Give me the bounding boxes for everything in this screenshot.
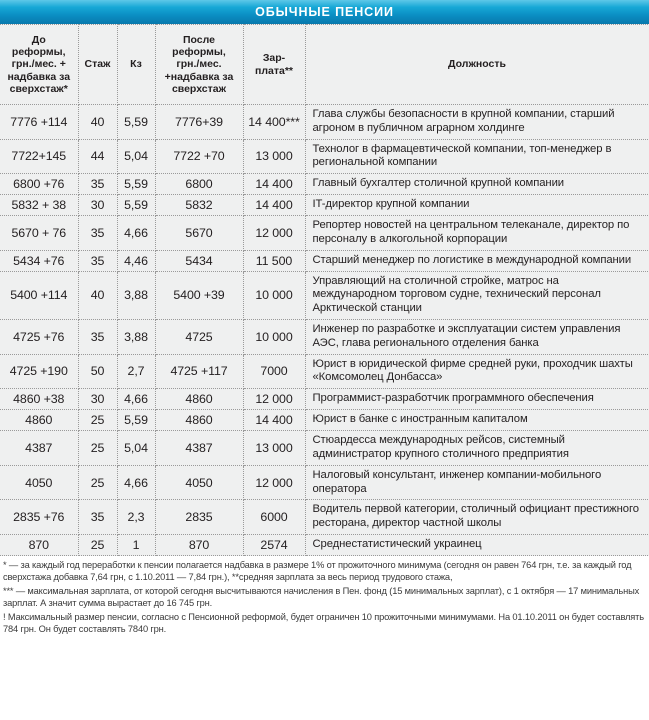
- cell-position: Налоговый консультант, инженер компании-мобильного оператора: [305, 465, 649, 500]
- cell-kz: 5,04: [117, 431, 155, 466]
- table-body: [0, 105, 649, 556]
- table-row: [0, 320, 649, 355]
- table-row: [0, 271, 649, 319]
- cell-before-reform: 4860: [0, 410, 78, 431]
- cell-stazh: 30: [78, 389, 117, 410]
- cell-before-reform: 4860 +38: [0, 389, 78, 410]
- cell-kz: 5,59: [117, 195, 155, 216]
- cell-salary: 13 000: [243, 431, 305, 466]
- cell-before-reform: 4725 +190: [0, 354, 78, 389]
- table-header-row: [0, 25, 649, 105]
- cell-stazh: 25: [78, 431, 117, 466]
- cell-stazh: 40: [78, 271, 117, 319]
- table-row: [0, 139, 649, 174]
- table-row: [0, 431, 649, 466]
- cell-after-reform: 4860: [155, 410, 243, 431]
- column-header-stazh: Стаж: [78, 25, 117, 105]
- cell-kz: 3,88: [117, 271, 155, 319]
- cell-kz: 5,04: [117, 139, 155, 174]
- cell-position: Репортер новостей на центральном телеканале, директор по персоналу в алкогольной корпорации: [305, 216, 649, 251]
- cell-stazh: 25: [78, 410, 117, 431]
- table-row: [0, 216, 649, 251]
- cell-before-reform: 5434 +76: [0, 250, 78, 271]
- cell-salary: 12 000: [243, 216, 305, 251]
- cell-kz: 5,59: [117, 174, 155, 195]
- cell-after-reform: 5400 +39: [155, 271, 243, 319]
- table-row: [0, 354, 649, 389]
- cell-stazh: 35: [78, 320, 117, 355]
- cell-kz: 4,66: [117, 216, 155, 251]
- cell-after-reform: 5832: [155, 195, 243, 216]
- cell-before-reform: 7776 +114: [0, 105, 78, 140]
- cell-stazh: 40: [78, 105, 117, 140]
- cell-after-reform: 6800: [155, 174, 243, 195]
- column-header-after-reform: После реформы, грн./мес. +надбавка за сверхстаж: [155, 25, 243, 105]
- cell-position: Водитель первой категории, столичный официант престижного ресторана, директор частной школы: [305, 500, 649, 535]
- cell-position: Юрист в банке с иностранным капиталом: [305, 410, 649, 431]
- cell-stazh: 35: [78, 174, 117, 195]
- cell-stazh: 35: [78, 250, 117, 271]
- cell-before-reform: 2835 +76: [0, 500, 78, 535]
- cell-salary: 14 400: [243, 195, 305, 216]
- cell-before-reform: 4387: [0, 431, 78, 466]
- cell-salary: 13 000: [243, 139, 305, 174]
- cell-salary: 7000: [243, 354, 305, 389]
- cell-position: Технолог в фармацевтической компании, топ-менеджер в региональной компании: [305, 139, 649, 174]
- cell-position: IT-директор крупной компании: [305, 195, 649, 216]
- cell-position: Стюардесса международных рейсов, системный администратор крупного столичного предприятия: [305, 431, 649, 466]
- table-row: [0, 195, 649, 216]
- cell-position: Среднестатистический украинец: [305, 534, 649, 555]
- cell-after-reform: 2835: [155, 500, 243, 535]
- cell-before-reform: 7722+145: [0, 139, 78, 174]
- cell-before-reform: 4725 +76: [0, 320, 78, 355]
- cell-position: Управляющий на столичной стройке, матрос на международном торговом судне, технический персонал Арктической станции: [305, 271, 649, 319]
- cell-after-reform: 7722 +70: [155, 139, 243, 174]
- cell-kz: 4,66: [117, 389, 155, 410]
- cell-after-reform: 4050: [155, 465, 243, 500]
- cell-stazh: 30: [78, 195, 117, 216]
- cell-stazh: 35: [78, 216, 117, 251]
- cell-before-reform: 4050: [0, 465, 78, 500]
- cell-position: Юрист в юридической фирме средней руки, проходчик шахты «Комсомолец Донбасса»: [305, 354, 649, 389]
- cell-salary: 6000: [243, 500, 305, 535]
- footnotes-block: [0, 556, 649, 636]
- cell-after-reform: 4860: [155, 389, 243, 410]
- cell-after-reform: 4387: [155, 431, 243, 466]
- cell-after-reform: 870: [155, 534, 243, 555]
- cell-stazh: 25: [78, 465, 117, 500]
- column-header-position: Должность: [305, 25, 649, 105]
- cell-salary: 10 000: [243, 271, 305, 319]
- cell-stazh: 25: [78, 534, 117, 555]
- cell-stazh: 44: [78, 139, 117, 174]
- cell-salary: 14 400: [243, 410, 305, 431]
- table-row: [0, 500, 649, 535]
- cell-salary: 11 500: [243, 250, 305, 271]
- table-row: [0, 410, 649, 431]
- table-header: [0, 25, 649, 105]
- column-header-before-reform: До реформы, грн./мес. + надбавка за сверхстаж*: [0, 25, 78, 105]
- table-row: [0, 105, 649, 140]
- cell-kz: 1: [117, 534, 155, 555]
- footnote-max-pension: ! Максимальный размер пенсии, согласно с Пенсионной реформой, будет ограничен 10 прожиточными минимумами. На 01.10.2011 он будет составлять 784 грн. Он будет составлять 7840 грн.: [3, 612, 644, 635]
- cell-stazh: 50: [78, 354, 117, 389]
- cell-salary: 14 400: [243, 174, 305, 195]
- table-row: [0, 174, 649, 195]
- table-row: [0, 250, 649, 271]
- cell-salary: 12 000: [243, 465, 305, 500]
- header-banner: [0, 0, 649, 24]
- cell-kz: 3,88: [117, 320, 155, 355]
- cell-after-reform: 4725 +117: [155, 354, 243, 389]
- footnote-triple-asterisk: *** — максимальная зарплата, от которой сегодня высчитываются начисления в Пен. фонд (15 минимальных зарплат), с 1 октября — 17 минимальных зарплат. А значит сумма вырастает до 16 745 грн.: [3, 585, 640, 608]
- cell-before-reform: 6800 +76: [0, 174, 78, 195]
- column-header-kz: Кз: [117, 25, 155, 105]
- cell-kz: 4,66: [117, 465, 155, 500]
- cell-before-reform: 5832 + 38: [0, 195, 78, 216]
- cell-before-reform: 870: [0, 534, 78, 555]
- cell-before-reform: 5400 +114: [0, 271, 78, 319]
- cell-position: Программист-разработчик программного обеспечения: [305, 389, 649, 410]
- cell-after-reform: 5670: [155, 216, 243, 251]
- cell-position: Глава службы безопасности в крупной компании, старший агроном в публичном аграрном холдинге: [305, 105, 649, 140]
- cell-before-reform: 5670 + 76: [0, 216, 78, 251]
- cell-after-reform: 7776+39: [155, 105, 243, 140]
- cell-position: Главный бухгалтер столичной крупной компании: [305, 174, 649, 195]
- cell-position: Инженер по разработке и эксплуатации систем управления АЭС, глава регионального отделения банка: [305, 320, 649, 355]
- pensions-table: [0, 24, 649, 556]
- table-row: [0, 465, 649, 500]
- cell-salary: 2574: [243, 534, 305, 555]
- cell-after-reform: 4725: [155, 320, 243, 355]
- cell-salary: 10 000: [243, 320, 305, 355]
- table-row: [0, 534, 649, 555]
- table-row: [0, 389, 649, 410]
- column-header-salary: Зар-плата**: [243, 25, 305, 105]
- cell-stazh: 35: [78, 500, 117, 535]
- cell-after-reform: 5434: [155, 250, 243, 271]
- cell-salary: 12 000: [243, 389, 305, 410]
- cell-salary: 14 400***: [243, 105, 305, 140]
- page-title: ОБЫЧНЫЕ ПЕНСИИ: [255, 5, 394, 19]
- footnote-asterisk: * — за каждый год переработки к пенсии полагается надбавка в размере 1% от прожиточного минимума (сегодня он равен 764 грн, т.е. за каждый год сверхстажа добавка 7,64 грн, с 1.10.2011 — 7,84 грн.), **средняя зарплата за весь период трудового стажа,: [3, 559, 632, 582]
- cell-kz: 2,7: [117, 354, 155, 389]
- cell-kz: 5,59: [117, 105, 155, 140]
- cell-kz: 5,59: [117, 410, 155, 431]
- cell-position: Старший менеджер по логистике в международной компании: [305, 250, 649, 271]
- cell-kz: 4,46: [117, 250, 155, 271]
- cell-kz: 2,3: [117, 500, 155, 535]
